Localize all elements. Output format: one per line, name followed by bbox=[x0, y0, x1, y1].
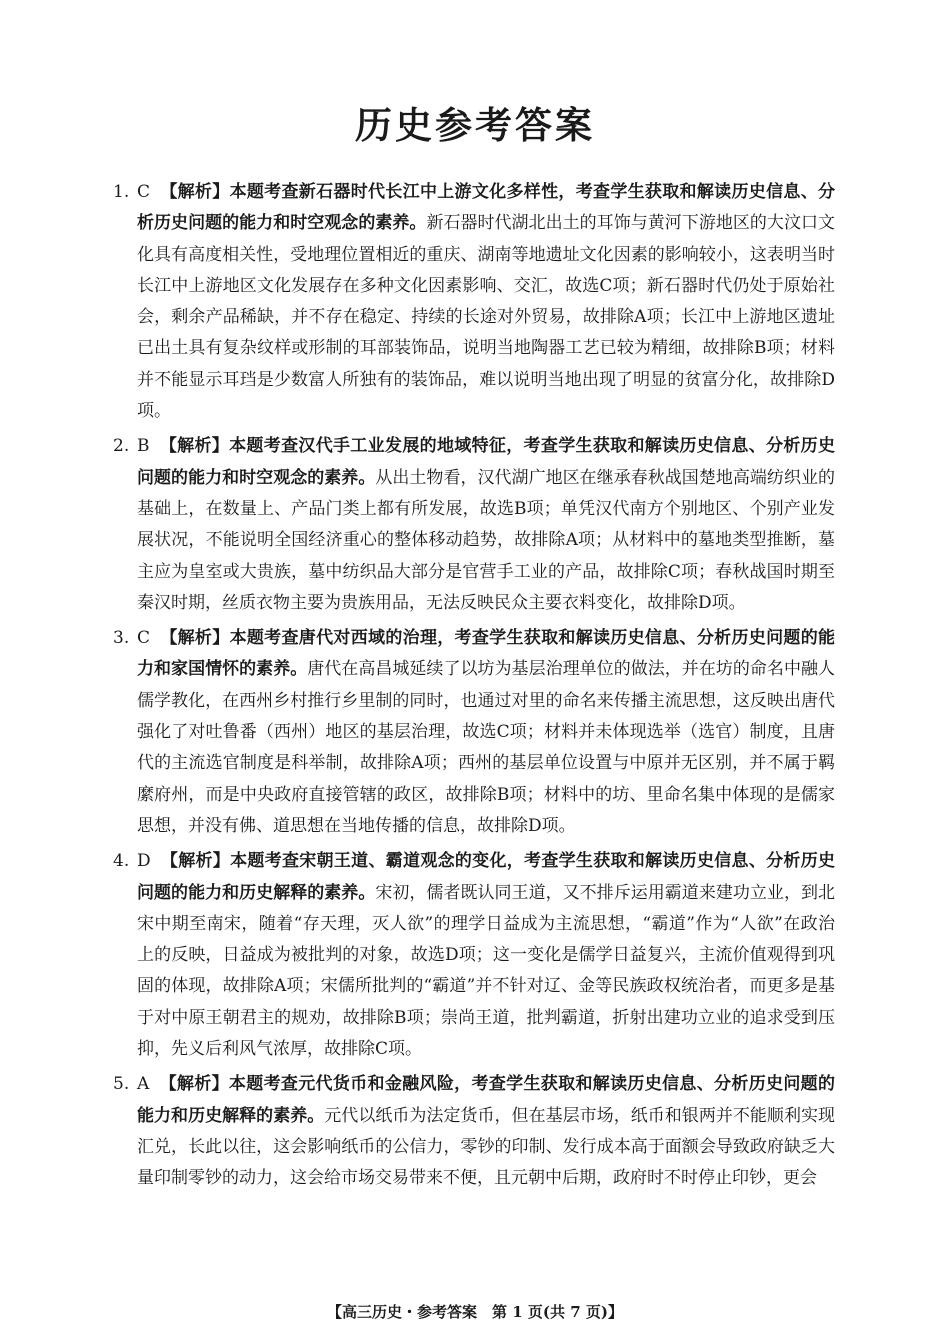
page-title: 历史参考答案 bbox=[355, 104, 595, 147]
analysis-tag: 【解析】 bbox=[160, 182, 230, 202]
analysis-lead: 本题考查新石器时代长江中上游文化多样性，考查学生获取和解读历史信息、分析历史问题的能力和时空观念的素养。 bbox=[137, 182, 836, 234]
answer-number: 1. bbox=[113, 182, 130, 202]
answer-number: 3. bbox=[113, 628, 130, 649]
answer-item-3 bbox=[113, 623, 835, 842]
analysis-tag: 【解析】 bbox=[159, 1074, 229, 1095]
analysis-lead: 本题考查宋朝王道、霸道观念的变化，考查学生获取和解读历史信息、分析历史问题的能力和历史解释的素养。 bbox=[137, 851, 836, 903]
analysis-body: 从出土物看，汉代湖广地区在继承春秋战国楚地高端纺织业的基础上，在数量上、产品门类上都有所发展，故选B项；单凭汉代南方个别地区、个别产业发展状况，不能说明全国经济重心的整体移动趋势，故排除A项；从材料中的墓地类型推断，墓主应为皇室或大贵族，墓中纺织品大部分是官营手工业的产品，故排除C项；春秋战国时期至秦汉时期，丝质衣物主要为贵族用品，无法反映民众主要衣料变化，故排除D项。 bbox=[137, 467, 836, 613]
answer-letter: C bbox=[137, 628, 151, 649]
answer-number: 4. bbox=[113, 851, 130, 872]
analysis-tag: 【解析】 bbox=[160, 628, 230, 649]
answer-letter: B bbox=[137, 436, 150, 457]
analysis-lead: 本题考查汉代手工业发展的地域特征，考查学生获取和解读历史信息、分析历史问题的能力和时空观念的素养。 bbox=[137, 436, 836, 488]
analysis-body: 元代以纸币为法定货币，但在基层市场，纸币和银两并不能顺利实现汇兑，长此以往，这会影响纸币的公信力，零钞的印制、发行成本高于面额会导致政府缺乏大量印制零钞的动力，这会给市场交易带来不便，且元朝中后期，政府时不时停止印钞，更会 bbox=[137, 1105, 836, 1189]
answer-letter: A bbox=[137, 1074, 150, 1095]
analysis-lead: 本题考查元代货币和金融风险，考查学生获取和解读历史信息、分析历史问题的能力和历史解释的素养。 bbox=[137, 1074, 836, 1126]
answer-item-2 bbox=[113, 431, 835, 619]
analysis-tag: 【解析】 bbox=[160, 851, 231, 872]
answer-item-4 bbox=[113, 846, 835, 1065]
analysis-tag: 【解析】 bbox=[159, 436, 230, 457]
analysis-lead: 本题考查唐代对西域的治理，考查学生获取和解读历史信息、分析历史问题的能力和家国情怀的素养。 bbox=[137, 628, 836, 680]
analysis-body: 新石器时代湖北出土的耳饰与黄河下游地区的大汶口文化具有高度相关性，受地理位置相近的重庆、湖南等地遗址文化因素的影响较小，这表明当时长江中上游地区文化发展存在多种文化因素影响、交汇，故选C项；新石器时代仍处于原始社会，剩余产品稀缺，并不存在稳定、持续的长途对外贸易，故排除A项；长江中上游地区遗址已出土具有复杂纹样或形制的耳部装饰品，说明当地陶器工艺已较为精细，故排除B项；材料并不能显示耳珰是少数富人所独有的装饰品，难以说明当地出现了明显的贫富分化，故排除D项。 bbox=[137, 213, 836, 422]
answer-letter: C bbox=[137, 182, 151, 202]
analysis-body: 宋初，儒者既认同王道，又不排斥运用霸道来建功立业，到北宋中期至南宋，随着“存天理，灭人欲”的理学日益成为主流思想，“霸道”作为“人欲”在政治上的反映，日益成为被批判的对象，故选D项；这一变化是儒学日益复兴，主流价值观得到巩固的体现，故排除A项；宋儒所批判的“霸道”并不针对辽、金等民族政权统治者，而更多是基于对中原王朝君主的规劝，故排除B项；崇尚王道，批判霸道，折射出建功立业的追求受到压抑，先义后利风气浓厚，故排除C项。 bbox=[137, 882, 836, 1060]
page-footer: 【高三历史・参考答案 第 1 页(共 7 页)】 bbox=[327, 1303, 623, 1321]
analysis-body: 唐代在高昌城延续了以坊为基层治理单位的做法，并在坊的命名中融人儒学教化，在西州乡村推行乡里制的同时，也通过对里的命名来传播主流思想，这反映出唐代强化了对吐鲁番（西州）地区的基层治理，故选C项；材料并未体现选举（选官）制度，且唐代的主流选官制度是科举制，故排除A项；西州的基层单位设置与中原并无区别，并不属于羁縻府州，而是中央政府直接管辖的政区，故排除B项；材料中的坊、里命名集中体现的是儒家思想，并没有佛、道思想在当地传播的信息，故排除D项。 bbox=[137, 659, 835, 836]
answer-list bbox=[113, 177, 835, 1199]
answer-letter: D bbox=[137, 851, 151, 872]
answer-item-1 bbox=[113, 177, 835, 427]
answer-number: 5. bbox=[113, 1074, 130, 1095]
answer-item-5 bbox=[113, 1069, 835, 1194]
answer-number: 2. bbox=[113, 436, 130, 457]
